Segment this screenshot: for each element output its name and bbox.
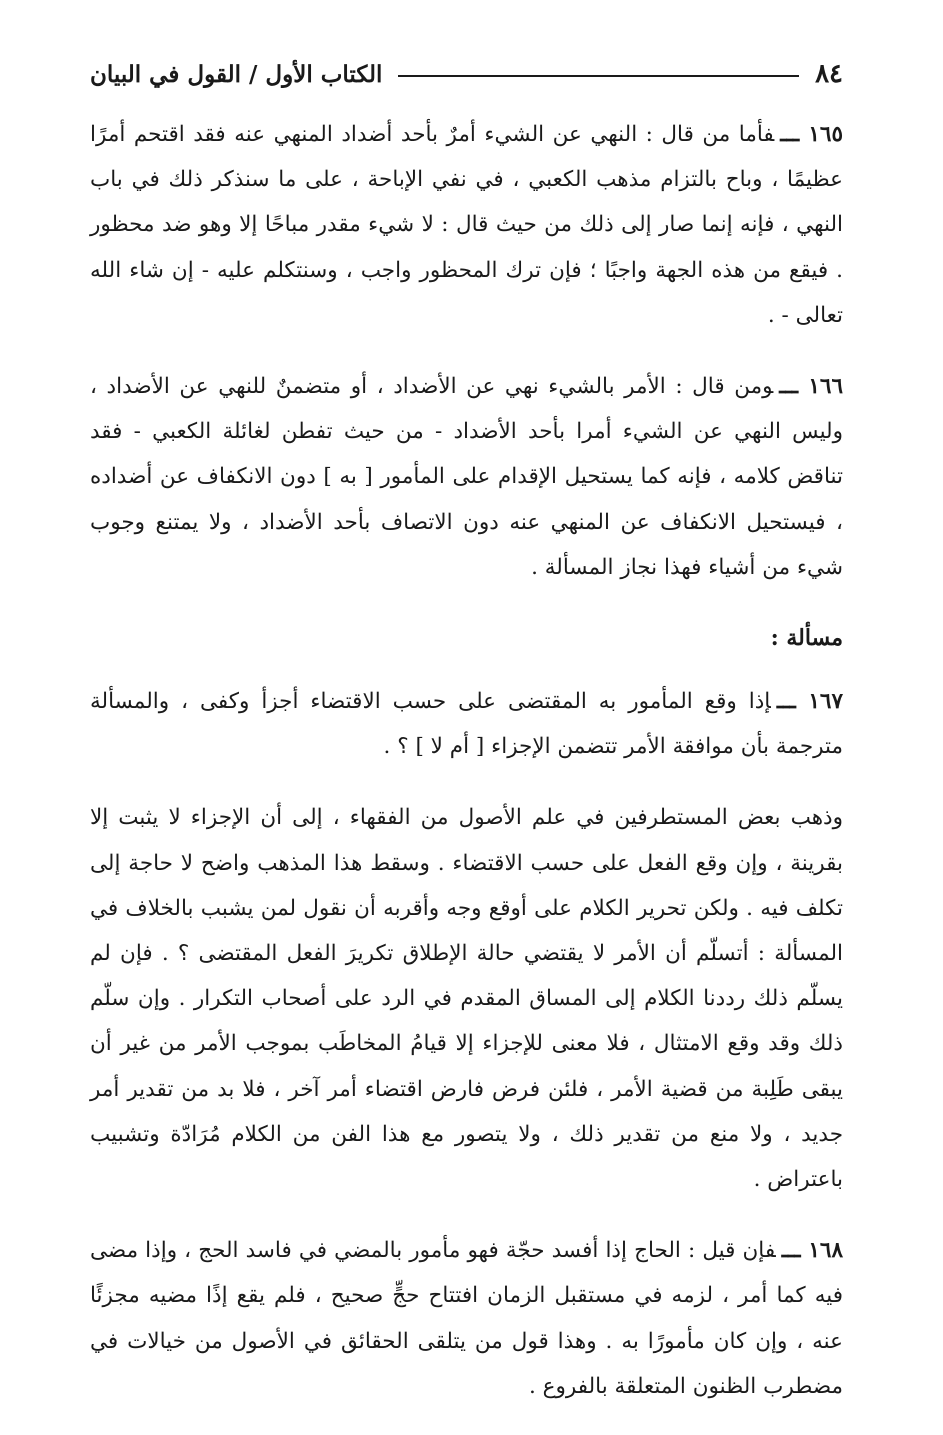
header-rule [398, 75, 799, 77]
section-heading: مسألة : [770, 625, 843, 652]
paragraph-number: ١٦٦ ـــ [779, 374, 843, 400]
paragraph-number: ١٦٨ ـــ [781, 1238, 844, 1264]
paragraph-166 [90, 364, 843, 590]
paragraph-number: ١٦٧ ـــ [776, 689, 843, 715]
paragraph-text: وذهب بعض المستطرفين في علم الأصول من الفقهاء ، إلى أن الإجزاء لا يثبت إلا بقرينة ، وإن وقع الفعل على حسب الاقتضاء . وسقط هذا المذهب واضح لا حاجة إلى تكلف فيه . ولكن تحرير الكلام على أوقع وجه وأقربه أن نقول لمن يشبب بالخلاف في المسألة : أتسلّم أن الأمر لا يقتضي حالة الإطلاق تكريرَ الفعل المقتضى ؟ . فإن لم يسلّم ذلك رددنا الكلام إلى المساق المقدم في الرد على أصحاب التكرار . وإن سلّم ذلك وقد وقع الامتثال ، فلا معنى للإجزاء إلا قيامُ المخاطَب بموجب الأمر من غير أن يبقى طَلِبة من قضية الأمر ، فلئن فرض فارض اقتضاء أمر آخر ، فلا بد من تقدير أمر جديد ، ولا منع من تقدير ذلك ، ولا يتصور مع هذا الفن من الكلام مُرَادّة وتشبيب باعتراض . [90, 805, 843, 1193]
paragraph-165 [90, 112, 843, 338]
paragraph-167-continued [90, 795, 843, 1202]
page-number: ٨٤ [815, 59, 843, 89]
page-header [90, 52, 843, 96]
paragraph-text: فإن قيل : الحاج إذا أفسد حجّة فهو مأمور بالمضي في فاسد الحج ، وإذا مضى فيه كما أمر ، لزمه في مستقبل الزمان افتتاح حجٍّ صحيح ، فلم يقع إذًا مضيه مجزئًا عنه ، وإن كان مأمورًا به . وهذا قول من يتلقى الحقائق في الأصول من خيالات في مضطرب الظنون المتعلقة بالفروع . [90, 1238, 843, 1399]
paragraph-167 [90, 679, 843, 769]
page-body [90, 112, 843, 1435]
paragraph-text: ومن قال : الأمر بالشيء نهي عن الأضداد ، أو متضمنٌ للنهي عن الأضداد ، وليس النهي عن الشيء أمرا بأحد الأضداد - من حيث تفطن لغائلة الكعبي - فقد تناقض كلامه ، فإنه كما يستحيل الإقدام على المأمور [ به ] دون الانكفاف عن أضداده ، فيستحيل الانكفاف عن المنهي عنه دون الاتصاف بأحد الأضداد ، ولا يمتنع وجوب شيء من أشياء فهذا نجاز المسألة . [90, 374, 843, 580]
running-title: الكتاب الأول / القول في البيان [90, 60, 383, 88]
paragraph-number: ١٦٥ ـــ [780, 122, 843, 147]
paragraph-text: إذا وقع المأمور به المقتضى على حسب الاقتضاء أجزأ وكفى ، والمسألة مترجمة بأن موافقة الأمر تتضمن الإجزاء [ أم لا ] ؟ . [90, 689, 843, 760]
paragraph-168 [90, 1228, 843, 1409]
paragraph-text: فأما من قال : النهي عن الشيء أمرٌ بأحد أضداد المنهي عنه فقد اقتحم أمرًا عظيمًا ، وباح بالتزام مذهب الكعبي ، في نفي الإباحة ، على ما سنذكر ذلك في باب النهي ، فإنه إنما صار إلى ذلك من حيث قال : لا شيء مقدر مباحًا إلا وهو ضد محظور . فيقع من هذه الجهة واجبًا ؛ فإن ترك المحظور واجب ، وسنتكلم عليه - إن شاء الله تعالى - . [90, 122, 843, 328]
